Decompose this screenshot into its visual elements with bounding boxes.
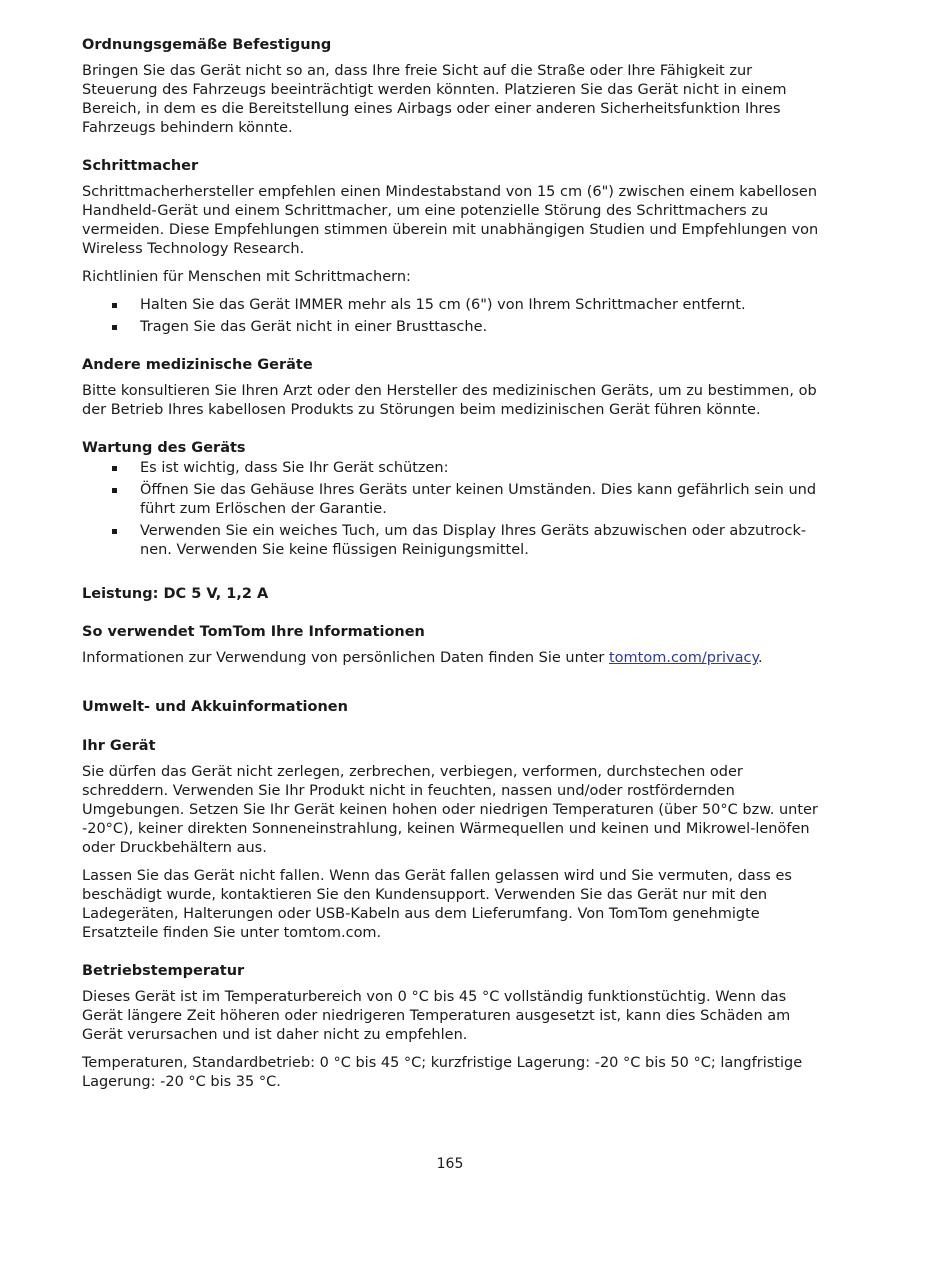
section-heading-pacemaker: Schrittmacher bbox=[82, 158, 199, 174]
paragraph-pacemaker-guidelines: Richtlinien für Menschen mit Schrittmachern: bbox=[82, 269, 411, 285]
paragraph-operating-temp-2: Temperaturen, Standardbetrieb: 0 °C bis 45 °C; kurzfristige Lagerung: -20 °C bis 50 °C; langfristige Lagerung: -20 °C bis 35 °C. bbox=[82, 1055, 803, 1090]
bullet-icon bbox=[112, 466, 117, 471]
list-item bbox=[82, 459, 822, 478]
list-item-text: Öffnen Sie das Gehäuse Ihres Geräts unter keinen Umständen. Dies kann gefährlich sein und führt zum Erlöschen der Garantie. bbox=[140, 482, 817, 517]
list-item bbox=[82, 481, 822, 519]
list-item-text: Tragen Sie das Gerät nicht in einer Brusttasche. bbox=[140, 319, 488, 335]
section-heading-operating-temp: Betriebstemperatur bbox=[82, 963, 245, 979]
paragraph-privacy bbox=[82, 649, 822, 668]
document-page bbox=[82, 34, 822, 1092]
pacemaker-bullet-list bbox=[82, 296, 822, 337]
paragraph-medical: Bitte konsultieren Sie Ihren Arzt oder den Hersteller des medizinischen Geräts, um zu bestimmen, ob der Betrieb Ihres kabellosen Produkts zu Störungen beim medizinischen Gerät führen könnte. bbox=[82, 383, 817, 418]
list-item-text: Halten Sie das Gerät IMMER mehr als 15 cm (6") von Ihrem Schrittmacher entfernt. bbox=[140, 297, 746, 313]
maintenance-bullet-list bbox=[82, 459, 822, 560]
list-item-text: Es ist wichtig, dass Sie Ihr Gerät schützen: bbox=[140, 460, 449, 476]
paragraph-mounting: Bringen Sie das Gerät nicht so an, dass Ihre freie Sicht auf die Straße oder Ihre Fähigkeit zur Steuerung des Fahrzeugs beeinträchtigt werden könnten. Platzieren Sie das Gerät nicht in einem Bereich, in dem es die Bereitstellung eines Airbags oder einer anderen Sicherheitsfunktion Ihres Fahrzeugs behindern könnte. bbox=[82, 63, 787, 136]
bullet-icon bbox=[112, 325, 117, 330]
privacy-text-end: . bbox=[757, 650, 763, 666]
section-heading-maintenance: Wartung des Geräts bbox=[82, 440, 246, 456]
section-heading-privacy: So verwendet TomTom Ihre Informationen bbox=[82, 624, 425, 640]
list-item bbox=[82, 318, 822, 337]
section-heading-power: Leistung: DC 5 V, 1,2 A bbox=[82, 586, 269, 602]
section-heading-mounting: Ordnungsgemäße Befestigung bbox=[82, 37, 332, 53]
section-heading-device: Ihr Gerät bbox=[82, 738, 156, 754]
privacy-link[interactable]: tomtom.com/privacy bbox=[608, 650, 758, 666]
list-item bbox=[82, 522, 822, 560]
section-heading-environment: Umwelt- und Akkuinformationen bbox=[82, 699, 348, 715]
bullet-icon bbox=[112, 488, 117, 493]
privacy-text: Informationen zur Verwendung von persönlichen Daten finden Sie unter bbox=[82, 650, 609, 666]
list-item-text: Verwenden Sie ein weiches Tuch, um das Display Ihres Geräts abzuwischen oder abzutrock-nen. Verwenden Sie keine flüssigen Reinigungsmittel. bbox=[140, 523, 807, 558]
paragraph-device-1: Sie dürfen das Gerät nicht zerlegen, zerbrechen, verbiegen, verformen, durchstechen oder schreddern. Verwenden Sie Ihr Produkt nicht in feuchten, nassen und/oder rostfördernden Umgebungen. Setzen Sie Ihr Gerät keinen hohen oder niedrigen Temperaturen (über 50°C bzw. unter -20°C), keiner direkten Sonneneinstrahlung, keinen Wärmequellen und keinen und Mikrowel-lenöfen oder Druckbehältern aus. bbox=[82, 764, 818, 856]
paragraph-pacemaker: Schrittmacherhersteller empfehlen einen Mindestabstand von 15 cm (6") zwischen einem kabellosen Handheld-Gerät und einem Schrittmacher, um eine potenzielle Störung des Schrittmachers zu vermeiden. Diese Empfehlungen stimmen überein mit unabhängigen Studien und Empfehlungen von Wireless Technology Research. bbox=[82, 184, 819, 257]
bullet-icon bbox=[112, 303, 117, 308]
list-item bbox=[82, 296, 822, 315]
page-number: 165 bbox=[436, 1156, 464, 1172]
paragraph-operating-temp-1: Dieses Gerät ist im Temperaturbereich von 0 °C bis 45 °C vollständig funktionstüchtig. Wenn das Gerät längere Zeit höheren oder niedrigeren Temperaturen ausgesetzt ist, kann dies Schäden am Gerät verursachen und ist daher nicht zu empfehlen. bbox=[82, 989, 791, 1043]
section-heading-medical: Andere medizinische Geräte bbox=[82, 357, 313, 373]
paragraph-device-2: Lassen Sie das Gerät nicht fallen. Wenn das Gerät fallen gelassen wird und Sie vermuten, dass es beschädigt wurde, kontaktieren Sie den Kundensupport. Verwenden Sie das Gerät nur mit den Ladegeräten, Halterungen oder USB-Kabeln aus dem Lieferumfang. Von TomTom genehmigte Ersatzteile finden Sie unter tomtom.com. bbox=[82, 868, 792, 941]
bullet-icon bbox=[112, 529, 117, 534]
